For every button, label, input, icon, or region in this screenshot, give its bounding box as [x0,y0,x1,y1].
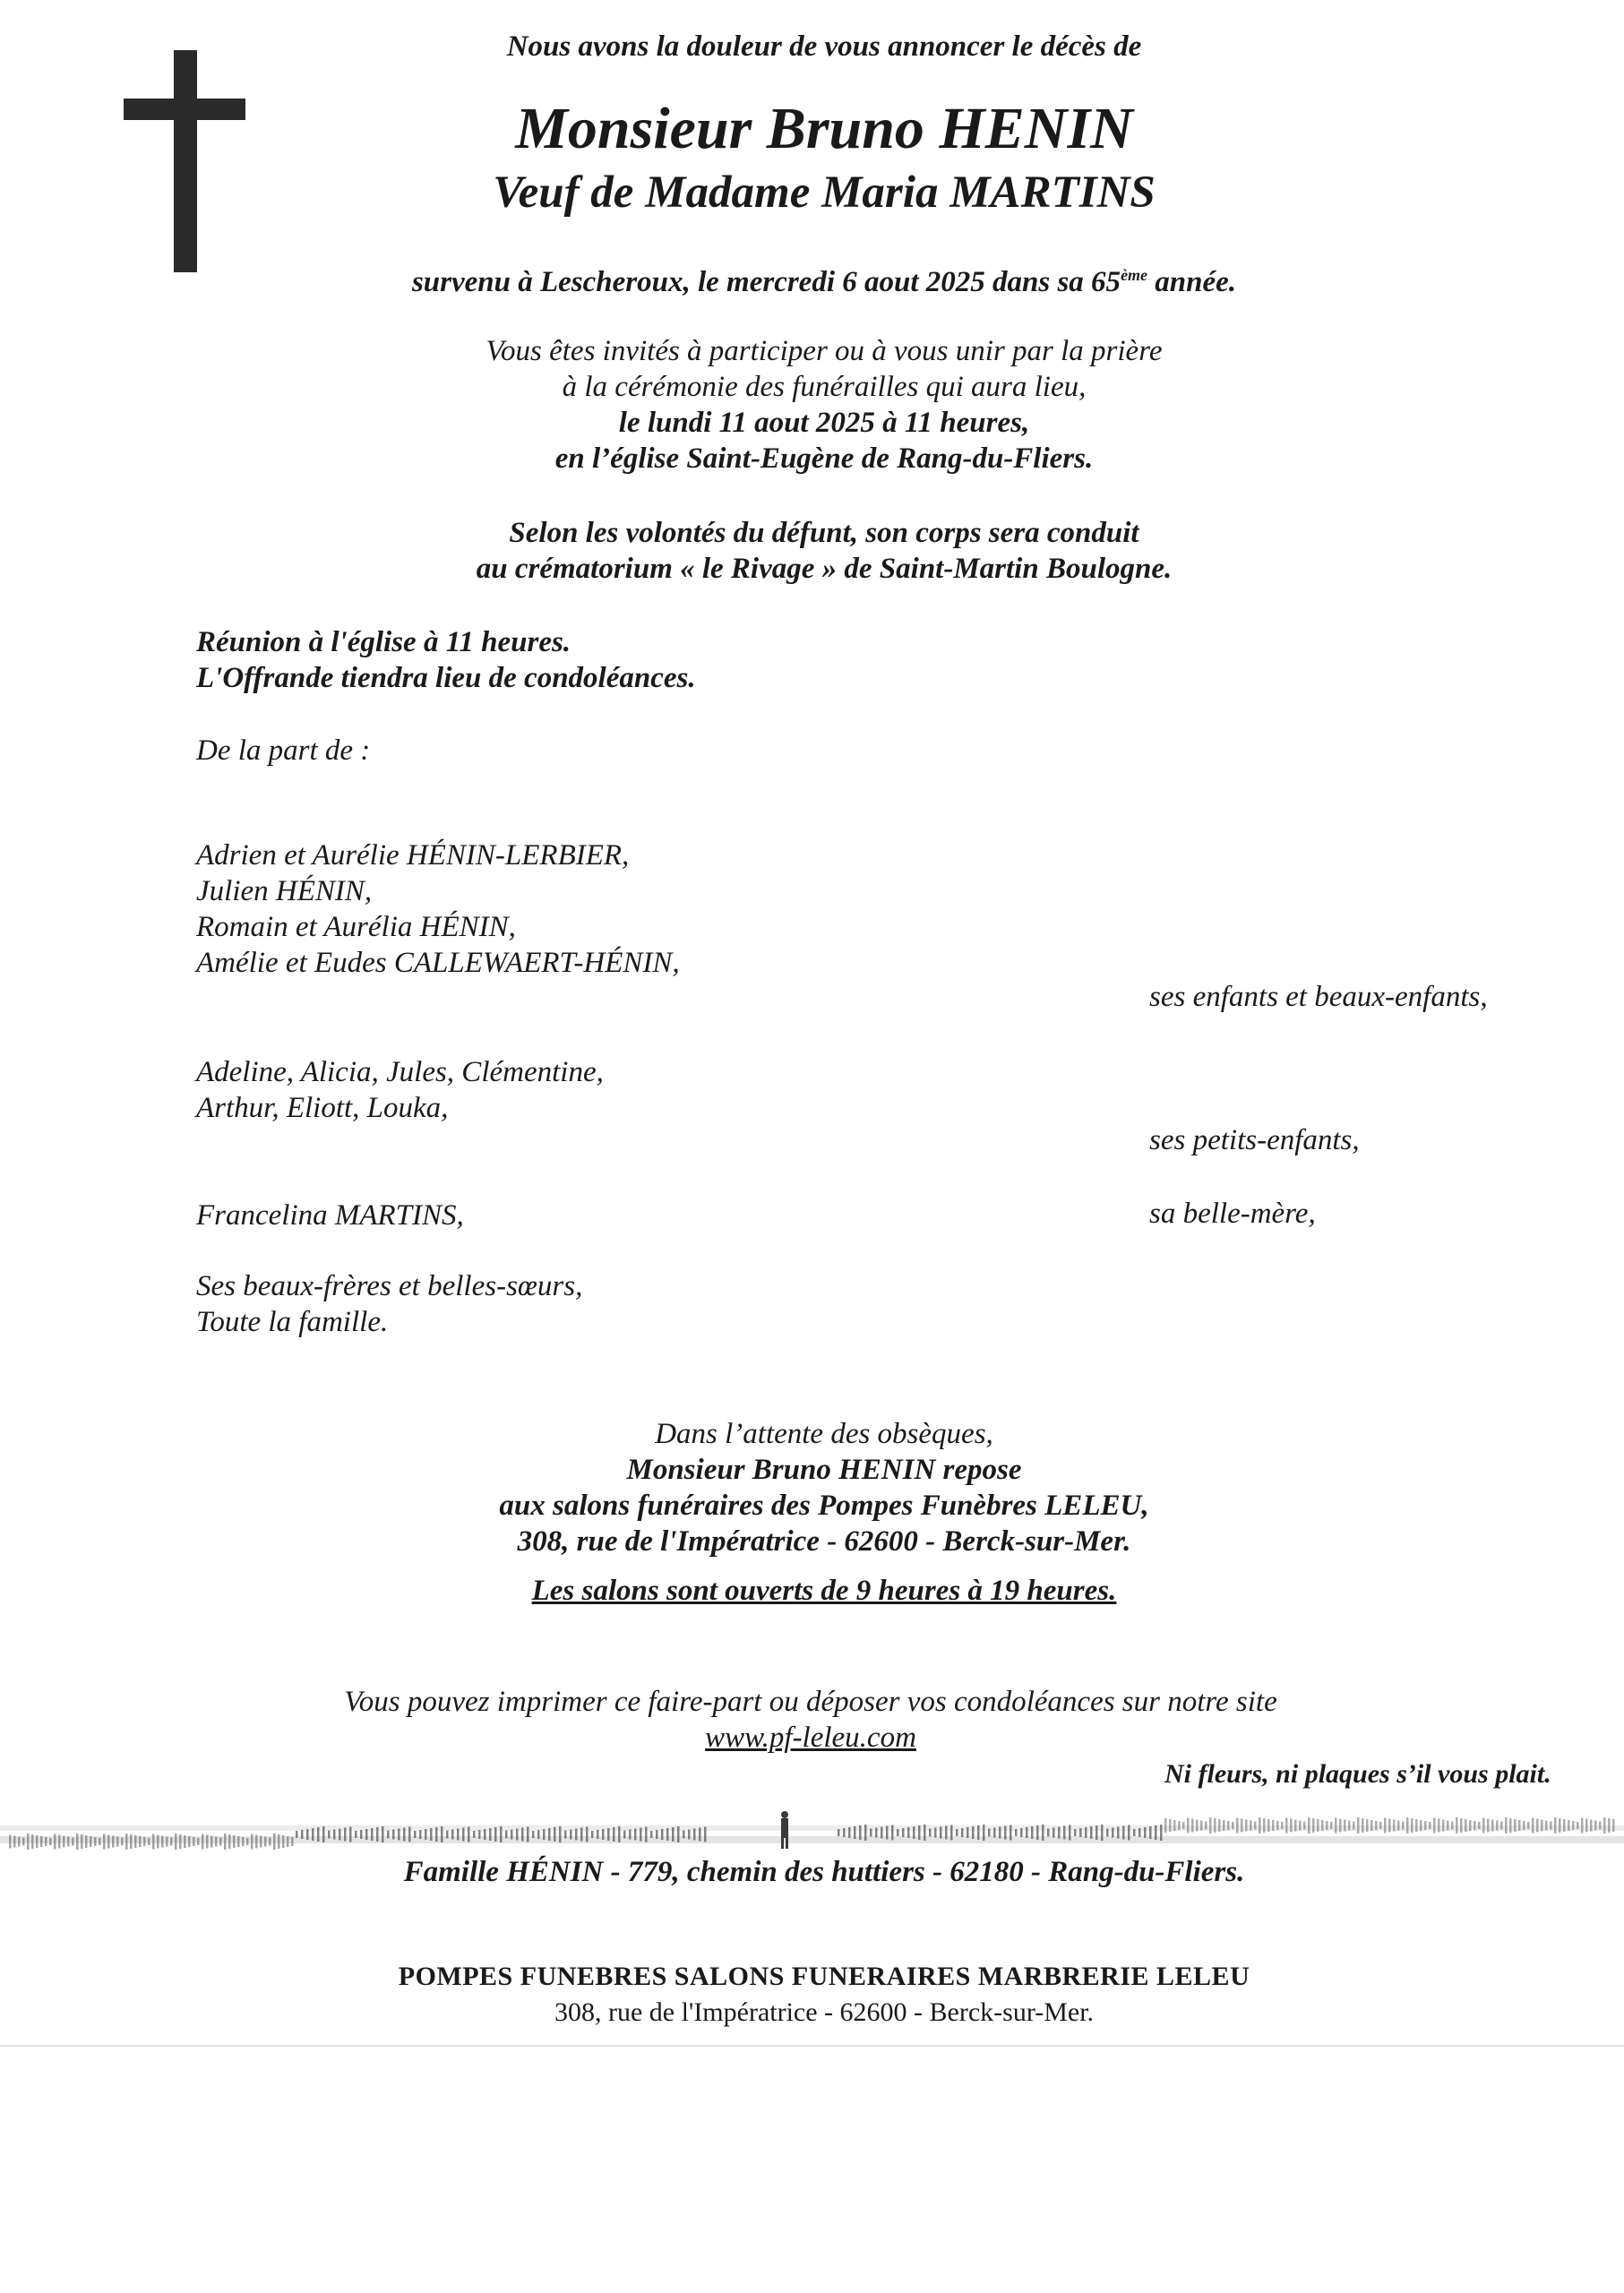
viewing-line-3: aux salons funéraires des Pompes Funèbres LELEU, [499,1490,1149,1522]
list-item: Adrien et Aurélie HÉNIN-LERBIER, [196,839,630,872]
funeral-home-name: POMPES FUNEBRES SALONS FUNERAIRES MARBRERIE LELEU [398,1962,1250,1991]
list-item: Ses beaux-frères et belles-sœurs, [196,1270,583,1302]
offrande-note: L'Offrande tiendra lieu de condoléances. [196,662,696,694]
deceased-name: Monsieur Bruno HENIN [515,96,1133,161]
viewing-line-1: Dans l’attente des obsèques, [655,1418,993,1450]
list-item: Arthur, Eliott, Louka, [196,1092,449,1124]
list-item: Toute la famille. [196,1306,389,1338]
list-item: Adeline, Alicia, Jules, Clémentine, [196,1056,604,1088]
mother-in-law: Francelina MARTINS, [196,1199,464,1232]
ceremony-place: en l’église Saint-Eugène de Rang-du-Fliers. [554,442,1094,475]
children-list [196,837,680,981]
spouse-line: Veuf de Madame Maria MARTINS [493,167,1156,218]
bottom-divider [0,2045,1624,2047]
wishes-line-1: Selon les volontés du défunt, son corps sera conduit [509,517,1139,549]
no-flowers-note: Ni fleurs, ni plaques s’il vous plait. [1164,1759,1551,1789]
viewing-line-2: Monsieur Bruno HENIN repose [626,1454,1022,1486]
grandchildren-relation: ses petits-enfants, [1149,1124,1360,1156]
viewing-address: 308, rue de l'Impératrice - 62600 - Berck-sur-Mer. [517,1525,1131,1558]
wishes-block [305,515,1344,587]
announcement-intro: Nous avons la douleur de vous annoncer le décès de [506,30,1142,63]
ceremony-block [305,333,1344,477]
list-item: Amélie et Eudes CALLEWAERT-HÉNIN, [196,947,680,979]
grandchildren-list [196,1054,604,1126]
online-condolences [215,1684,1406,1756]
from-label: De la part de : [196,734,371,767]
family-address: Famille HÉNIN - 779, chemin des huttiers - 62180 - Rang-du-Fliers. [403,1856,1245,1888]
beach-strip-image [0,1806,1624,1863]
list-item: Romain et Aurélia HÉNIN, [196,911,516,943]
other-family-list [196,1268,582,1340]
viewing-block [305,1416,1344,1559]
mother-in-law-relation: sa belle-mère, [1149,1198,1316,1230]
opening-hours: Les salons sont ouverts de 9 heures à 19 heures. [531,1575,1117,1607]
wishes-line-2: au crématorium « le Rivage » de Saint-Martin Boulogne. [476,553,1173,585]
ceremony-date: le lundi 11 aout 2025 à 11 heures, [618,407,1030,439]
list-item: Julien HÉNIN, [196,875,373,907]
website-link[interactable]: www.pf-leleu.com [705,1722,916,1754]
death-details: survenu à Lescheroux, le mercredi 6 aout 2025 dans sa 65ème année. [411,266,1237,298]
funeral-home-address: 308, rue de l'Impératrice - 62600 - Berck-sur-Mer. [554,1997,1095,2027]
ceremony-line-2: à la cérémonie des funérailles qui aura lieu, [562,371,1087,403]
children-relation: ses enfants et beaux-enfants, [1149,981,1488,1013]
online-text: Vous pouvez imprimer ce faire-part ou déposer vos condoléances sur notre site [344,1686,1277,1718]
ceremony-line-1: Vous êtes invités à participer ou à vous unir par la prière [485,335,1163,367]
notes-block [196,624,696,696]
reunion-note: Réunion à l'église à 11 heures. [196,626,571,658]
